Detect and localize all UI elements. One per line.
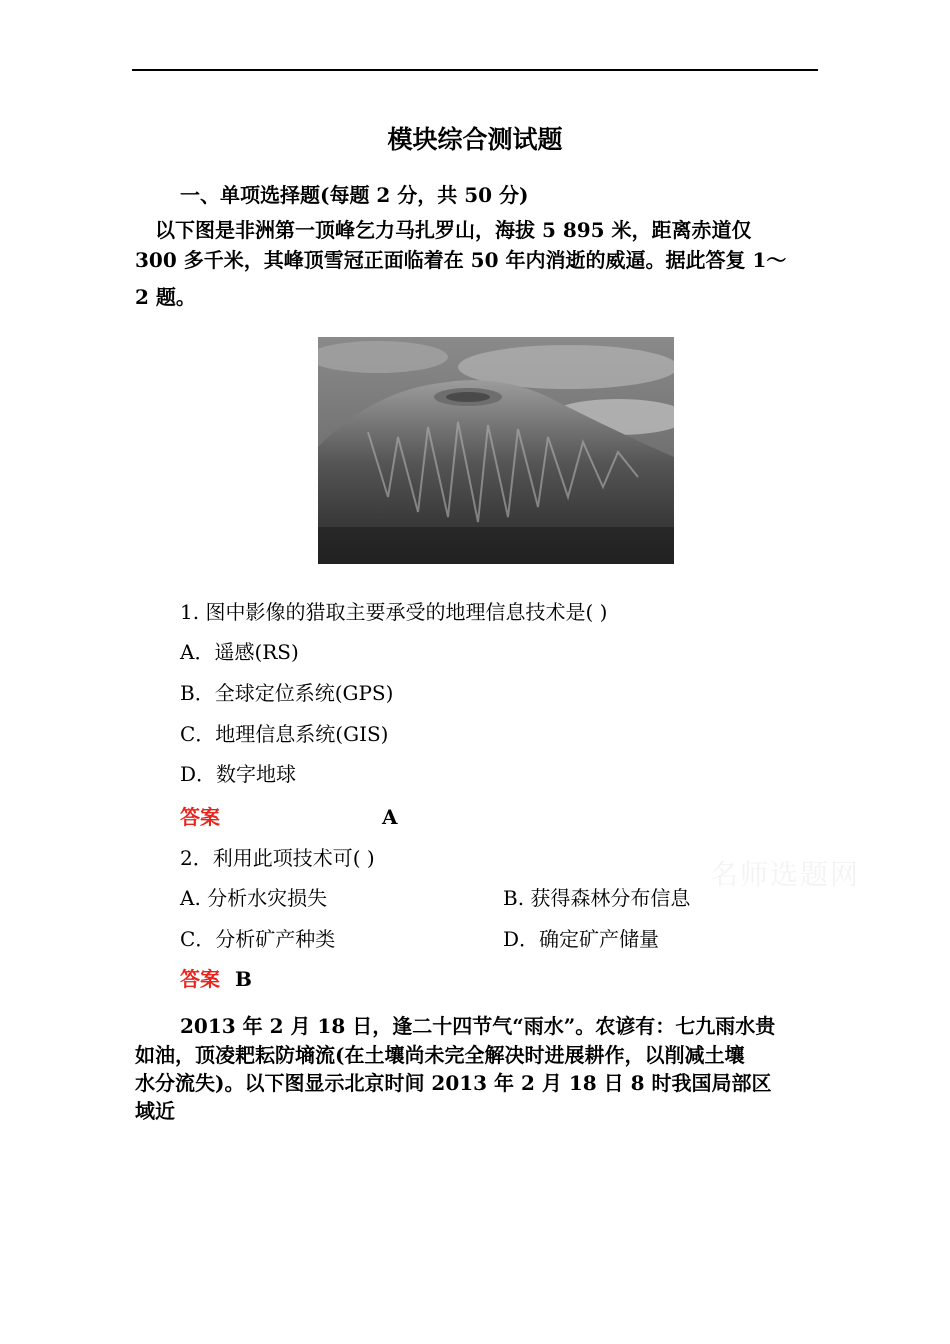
q1-option-d: D．数字地球: [180, 762, 297, 786]
watermark: 名师选题网: [710, 858, 861, 891]
q1-stem: 1. 图中影像的猎取主要承受的地理信息技术是( ): [180, 600, 608, 624]
page-title: 模块综合测试题: [387, 125, 563, 154]
header-rule: [132, 69, 818, 71]
intro2-line-3: 水分流失)。以下图显示北京时间 2013 年 2 月 18 日 8 时我国局部区: [135, 1071, 772, 1095]
q1-answer-label: 答案: [180, 805, 220, 829]
q2-option-d: D．确定矿产储量: [503, 927, 660, 951]
intro-line-2: 300 多千米，其峰顶雪冠正面临着在 50 年内消逝的威逼。据此答复 1～: [135, 248, 787, 272]
intro2-line-4: 域近: [135, 1099, 175, 1123]
q2-stem: 2．利用此项技术可( ): [180, 846, 375, 870]
q2-answer-label: 答案: [180, 967, 220, 991]
intro-line-3: 2 题。: [135, 285, 196, 309]
section-heading: 一、单项选择题(每题 2 分，共 50 分): [180, 183, 529, 207]
q1-option-b: B．全球定位系统(GPS): [180, 681, 394, 705]
q2-option-b: B. 获得森林分布信息: [503, 886, 691, 910]
intro2-line-2: 如油，顶凌耙耘防墒流(在土壤尚未完全解决时进展耕作，以削减土壤: [135, 1043, 745, 1067]
q1-option-a: A．遥感(RS): [180, 640, 299, 664]
q1-option-c: C．地理信息系统(GIS): [180, 722, 389, 746]
q2-option-c: C．分析矿产种类: [180, 927, 336, 951]
q2-answer: B: [235, 967, 252, 991]
intro-line-1: 以下图是非洲第一顶峰乞力马扎罗山，海拔 5 895 米，距离赤道仅: [155, 218, 752, 242]
q1-answer: A: [382, 805, 398, 829]
q2-option-a: A. 分析水灾损失: [180, 886, 328, 910]
kilimanjaro-photo: [318, 337, 674, 564]
intro2-line-1: 2013 年 2 月 18 日，逢二十四节气“雨水”。农谚有：七九雨水贵: [180, 1014, 776, 1038]
